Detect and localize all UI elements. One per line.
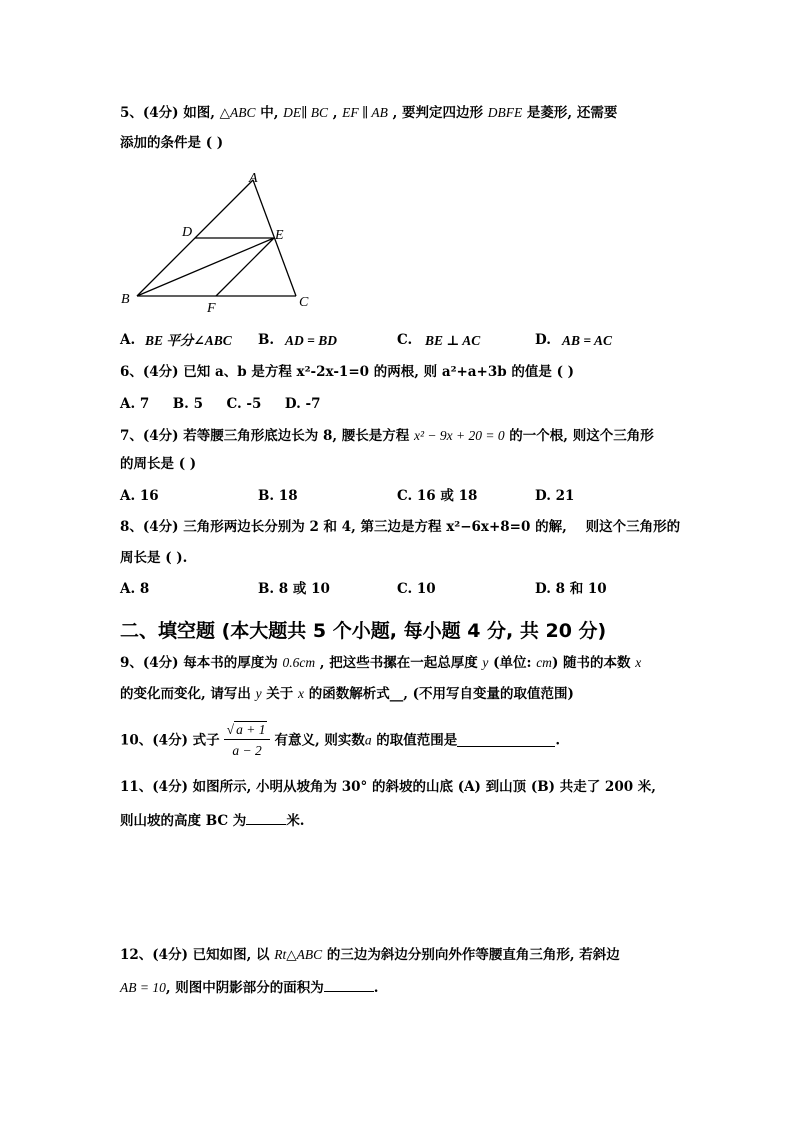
q9-line2-x: x xyxy=(298,686,305,701)
q12-line1 xyxy=(120,948,620,963)
q7-option-a: A. 16 xyxy=(120,488,159,504)
q9-line2-b: 关于 xyxy=(261,686,299,702)
q10-end: . xyxy=(555,732,561,749)
q5-option-c: BE ⊥ AC xyxy=(425,333,481,348)
q9-line2 xyxy=(120,687,574,702)
q9-line1 xyxy=(120,656,641,671)
q12-hypotenuse: AB = 10 xyxy=(120,980,166,995)
q10-answer-blank[interactable] xyxy=(457,734,555,747)
q5-line1 xyxy=(120,106,617,121)
q10-text-3: 的取值范围是 xyxy=(371,732,458,749)
q9-var-x: x xyxy=(635,655,642,670)
q9-line2-c: 的函数解析式__, (不用写自变量的取值范围) xyxy=(304,686,574,702)
segment-ef xyxy=(216,238,274,296)
q5-tail: 是菱形, 还需要 xyxy=(522,105,618,121)
label-f: F xyxy=(207,301,216,316)
q8-option-d: D. 8 和 10 xyxy=(535,581,607,597)
q7-option-b: B. 18 xyxy=(258,488,298,504)
q7-line2: 的周长是 ( ) xyxy=(120,456,197,472)
q7-option-d: D. 21 xyxy=(535,488,575,504)
q5-figure xyxy=(115,168,335,318)
q8-option-c: C. 10 xyxy=(397,581,436,597)
q10-fraction: $\frac{√ a + 1}{a - 2}$ xyxy=(224,722,271,759)
q5-option-b: AD = BD xyxy=(285,333,337,348)
q5-line2: 添加的条件是 ( ) xyxy=(120,135,224,151)
q5-ef: EF xyxy=(342,105,359,120)
q5-dbfe: DBFE xyxy=(487,105,523,120)
q10-denominator: a − 2 xyxy=(232,743,262,759)
section-2-title: 二、填空题 (本大题共 5 个小题, 每小题 4 分, 共 20 分) xyxy=(120,620,607,642)
q5-option-a-key: A. xyxy=(120,332,136,348)
q9-unit: cm xyxy=(536,655,552,670)
q5-mid: , 要判定四边形 xyxy=(387,105,488,121)
q12-text-3: , 则图中阴影部分的面积为 xyxy=(165,980,324,996)
q10-text-2: 有意义, 则实数 xyxy=(274,732,365,749)
q6-text: 6、(4分) 已知 a、b 是方程 x²-2x-1=0 的两根, 则 a²+a+3b 的值是 ( ) xyxy=(120,364,575,380)
q11-line2 xyxy=(120,812,305,829)
q9-line2-a: 的变化而变化, 请写出 xyxy=(120,686,256,702)
q5-text: 中, xyxy=(255,105,284,121)
q5-triangle: △ABC xyxy=(219,105,256,120)
q7-option-c: C. 16 或 18 xyxy=(397,488,478,504)
q10-text-1: 10、(4分) 式子 xyxy=(120,732,220,749)
q5-option-d-key: D. xyxy=(535,332,551,348)
q9-text-2: , 把这些书摞在一起总厚度 xyxy=(315,655,483,671)
q10-numerator: a + 1 xyxy=(236,722,266,737)
q9-text-1: 9、(4分) 每本书的厚度为 xyxy=(120,655,283,671)
q8-line2: 周长是 ( ). xyxy=(120,550,188,566)
q9-line2-y: y xyxy=(255,686,262,701)
q5-de: DE xyxy=(283,105,302,120)
q5-comma: , xyxy=(328,105,343,121)
q7-prefix: 7、(4分) 若等腰三角形底边长为 8, 腰长是方程 xyxy=(120,428,414,444)
q12-answer-blank[interactable] xyxy=(324,979,374,992)
q6-options: A. 7 B. 5 C. -5 D. -7 xyxy=(120,396,321,412)
q8-option-a: A. 8 xyxy=(120,581,150,597)
q5-parallel1: ∥ BC xyxy=(301,105,329,120)
q12-text-2: 的三边为斜边分别向外作等腰直角三角形, 若斜边 xyxy=(322,947,620,963)
q7-equation: x² − 9x + 20 = 0 xyxy=(413,428,505,443)
label-d: D xyxy=(182,225,193,240)
segment-be xyxy=(137,238,274,296)
q9-text-4: ) 随书的本数 xyxy=(551,655,636,671)
q9-text-3: (单位: xyxy=(488,655,537,671)
label-b: B xyxy=(121,292,130,307)
q9-var-y: y xyxy=(482,655,489,670)
label-e: E xyxy=(275,228,284,243)
q5-option-b-key: B. xyxy=(258,332,275,348)
q12-line2 xyxy=(120,979,378,996)
q11-line2-a: 则山坡的高度 BC 为 xyxy=(120,813,247,829)
q12-text-1: 12、(4分) 已知如图, 以 xyxy=(120,947,275,963)
label-a: A xyxy=(249,171,258,186)
q5-parallel2: ∥ AB xyxy=(358,105,388,120)
q11-line1: 11、(4分) 如图所示, 小明从坡角为 30° 的斜坡的山底 (A) 到山顶 (B) 共走了 200 米, xyxy=(120,779,657,795)
q5-option-d: AB = AC xyxy=(562,333,612,348)
q5-option-a: BE 平分∠ABC xyxy=(145,333,232,348)
q11-answer-blank[interactable] xyxy=(246,812,286,825)
q5-prefix: 5、(4分) 如图, xyxy=(120,105,220,121)
q8-line1: 8、(4分) 三角形两边长分别为 2 和 4, 第三边是方程 x²−6x+8=0 的解, 则这个三角形的 xyxy=(120,519,681,535)
q10-var-a: a xyxy=(364,732,372,748)
q8-option-b: B. 8 或 10 xyxy=(258,581,330,597)
q12-end: . xyxy=(373,980,379,996)
q5-option-c-key: C. xyxy=(397,332,413,348)
q10-line xyxy=(120,722,560,759)
label-c: C xyxy=(299,295,309,310)
q12-triangle: Rt△ABC xyxy=(274,947,323,962)
q7-suffix: 的一个根, 则这个三角形 xyxy=(504,428,654,444)
q9-thickness: 0.6cm xyxy=(282,655,316,670)
q7-line1 xyxy=(120,429,654,444)
q11-line2-b: 米. xyxy=(286,813,305,829)
